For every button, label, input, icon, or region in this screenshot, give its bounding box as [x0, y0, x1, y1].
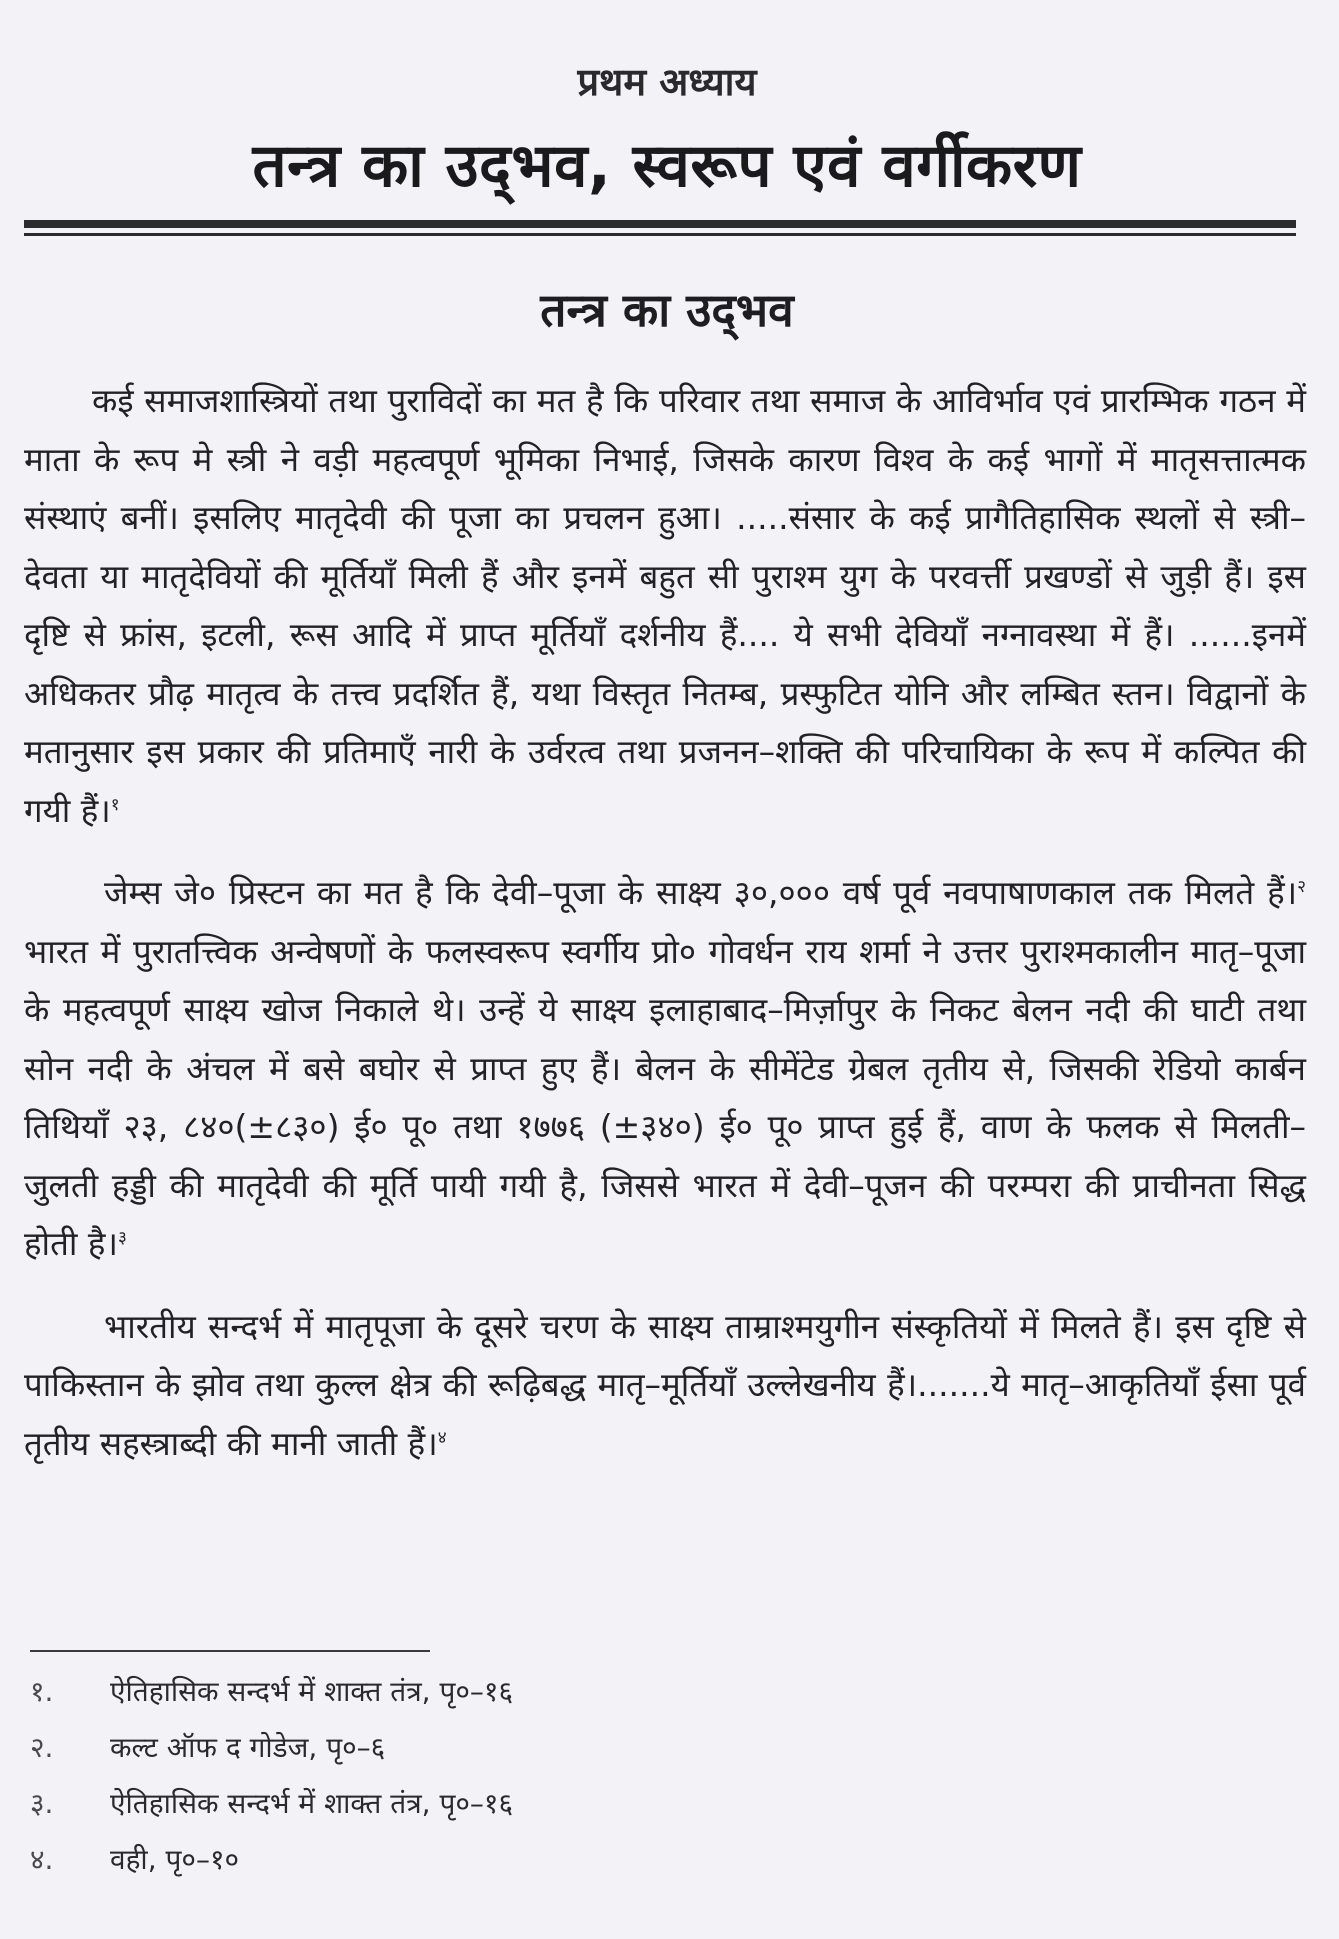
footnote-ref-4: ४	[437, 1427, 447, 1448]
footnote-text: ऐतिहासिक सन्दर्भ में शाक्त तंत्र, पृ०–१६	[110, 1675, 514, 1708]
footnote-text: ऐतिहासिक सन्दर्भ में शाक्त तंत्र, पृ०–१६	[110, 1787, 514, 1820]
footnote-number: २.	[30, 1731, 54, 1764]
footnote-divider	[30, 1650, 430, 1652]
footnote-text: वही, पृ०–१०	[110, 1843, 240, 1876]
paragraph-3	[24, 1298, 1306, 1474]
footnote-item	[30, 1664, 930, 1720]
footnote-item	[30, 1720, 930, 1776]
section-heading: तन्त्र का उद्‌भव	[540, 283, 794, 337]
paragraph-2	[24, 864, 1306, 1274]
paragraph-1-text: कई समाजशास्त्रियों तथा पुराविदों का मत है कि परिवार तथा समाज के आविर्भाव एवं प्रारम्भिक गठन में माता के रूप मे स्त्री ने वड़ी महत्वपूर्ण भूमिका निभाई, जिसके कारण विश्व के कई भागों में मातृसत्तात्मक संस्थाएं बनीं। इसलिए मातृदेवी की पूजा का प्रचलन हुआ। .....संसार के कई प्रागैतिहासिक स्थलों से स्त्री–देवता या मातृदेवियों की मूर्तियाँ मिली हैं और इनमें बहुत सी पुराश्म युग के परवर्त्ती प्रखण्डों से जुड़ी हैं। इस दृष्टि से फ्रांस, इटली, रूस आदि में प्राप्त मूर्तियाँ दर्शनीय हैं.... ये सभी देवियाँ नग्नावस्था में हैं। ......इनमें अधिकतर प्रौढ़ मातृत्व के तत्त्व प्रदर्शित हैं, यथा विस्तृत नितम्ब, प्रस्फुटित योनि और लम्बित स्तन। विद्वानों के मतानुसार इस प्रकार की प्रतिमाएँ नारी के उर्वरत्व तथा प्रजनन–शक्ति की परिचायिका के रूप में कल्पित की गयी हैं।	[24, 381, 1306, 830]
paragraph-2-text-a: जेम्स जे० प्रिस्टन का मत है कि देवी–पूजा के साक्ष्य ३०,००० वर्ष पूर्व नवपाषाणकाल तक मिलते हैं।	[104, 873, 1298, 912]
chapter-title: तन्त्र का उद्‌भव, स्वरूप एवं वर्गीकरण	[252, 131, 1082, 201]
footnote-text: कल्ट ऑफ द गोडेज, पृ०–६	[110, 1731, 386, 1764]
footnote-number: ३.	[30, 1787, 54, 1820]
footnote-item	[30, 1832, 930, 1888]
footnotes	[30, 1664, 930, 1888]
footnote-ref-1: १	[110, 794, 120, 815]
paragraph-1	[24, 372, 1306, 840]
title-divider-thin	[24, 233, 1296, 236]
footnote-ref-2: २	[1297, 877, 1306, 897]
footnote-number: ४.	[30, 1843, 54, 1876]
footnote-item	[30, 1776, 930, 1832]
paragraph-2-text-b: भारत में पुरातत्त्विक अन्वेषणों के फलस्वरूप स्वर्गीय प्रो० गोवर्धन राय शर्मा ने उत्तर पुराश्मकालीन मातृ–पूजा के महत्वपूर्ण साक्ष्य खोज निकाले थे। उन्हें ये साक्ष्य इलाहाबाद–मिर्ज़ापुर के निकट बेलन नदी की घाटी तथा सोन नदी के अंचल में बसे बघोर से प्राप्त हुए हैं। बेलन के सीमेंटेड ग्रेबल तृतीय से, जिसकी रेडियो कार्बन तिथियाँ २३, ८४०(±८३०) ई० पू० तथा १७७६ (±३४०) ई० पू० प्राप्त हुई हैं, वाण के फलक से मिलती–जुलती हड्डी की मातृदेवी की मूर्ति पायी गयी है, जिससे भारत में देवी–पूजन की परम्परा की प्राचीनता सिद्ध होती है।	[24, 931, 1306, 1263]
body-text	[24, 372, 1306, 1497]
footnote-ref-3: ३	[117, 1228, 127, 1248]
title-divider-thick	[24, 220, 1296, 228]
book-page	[24, 0, 1310, 1939]
footnote-number: १.	[30, 1675, 54, 1708]
paragraph-3-text: भारतीय सन्दर्भ में मातृपूजा के दूसरे चरण के साक्ष्य ताम्राश्मयुगीन संस्कृतियों में मिलते हैं। इस दृष्टि से पाकिस्तान के झोव तथा कुल्ल क्षेत्र की रूढ़िबद्ध मातृ–मूर्तियाँ उल्लेखनीय हैं।.......ये मातृ–आकृतियाँ ईसा पूर्व तृतीय सहस्त्राब्दी की मानी जाती हैं।	[24, 1306, 1306, 1463]
chapter-label: प्रथम अध्याय	[577, 60, 757, 104]
